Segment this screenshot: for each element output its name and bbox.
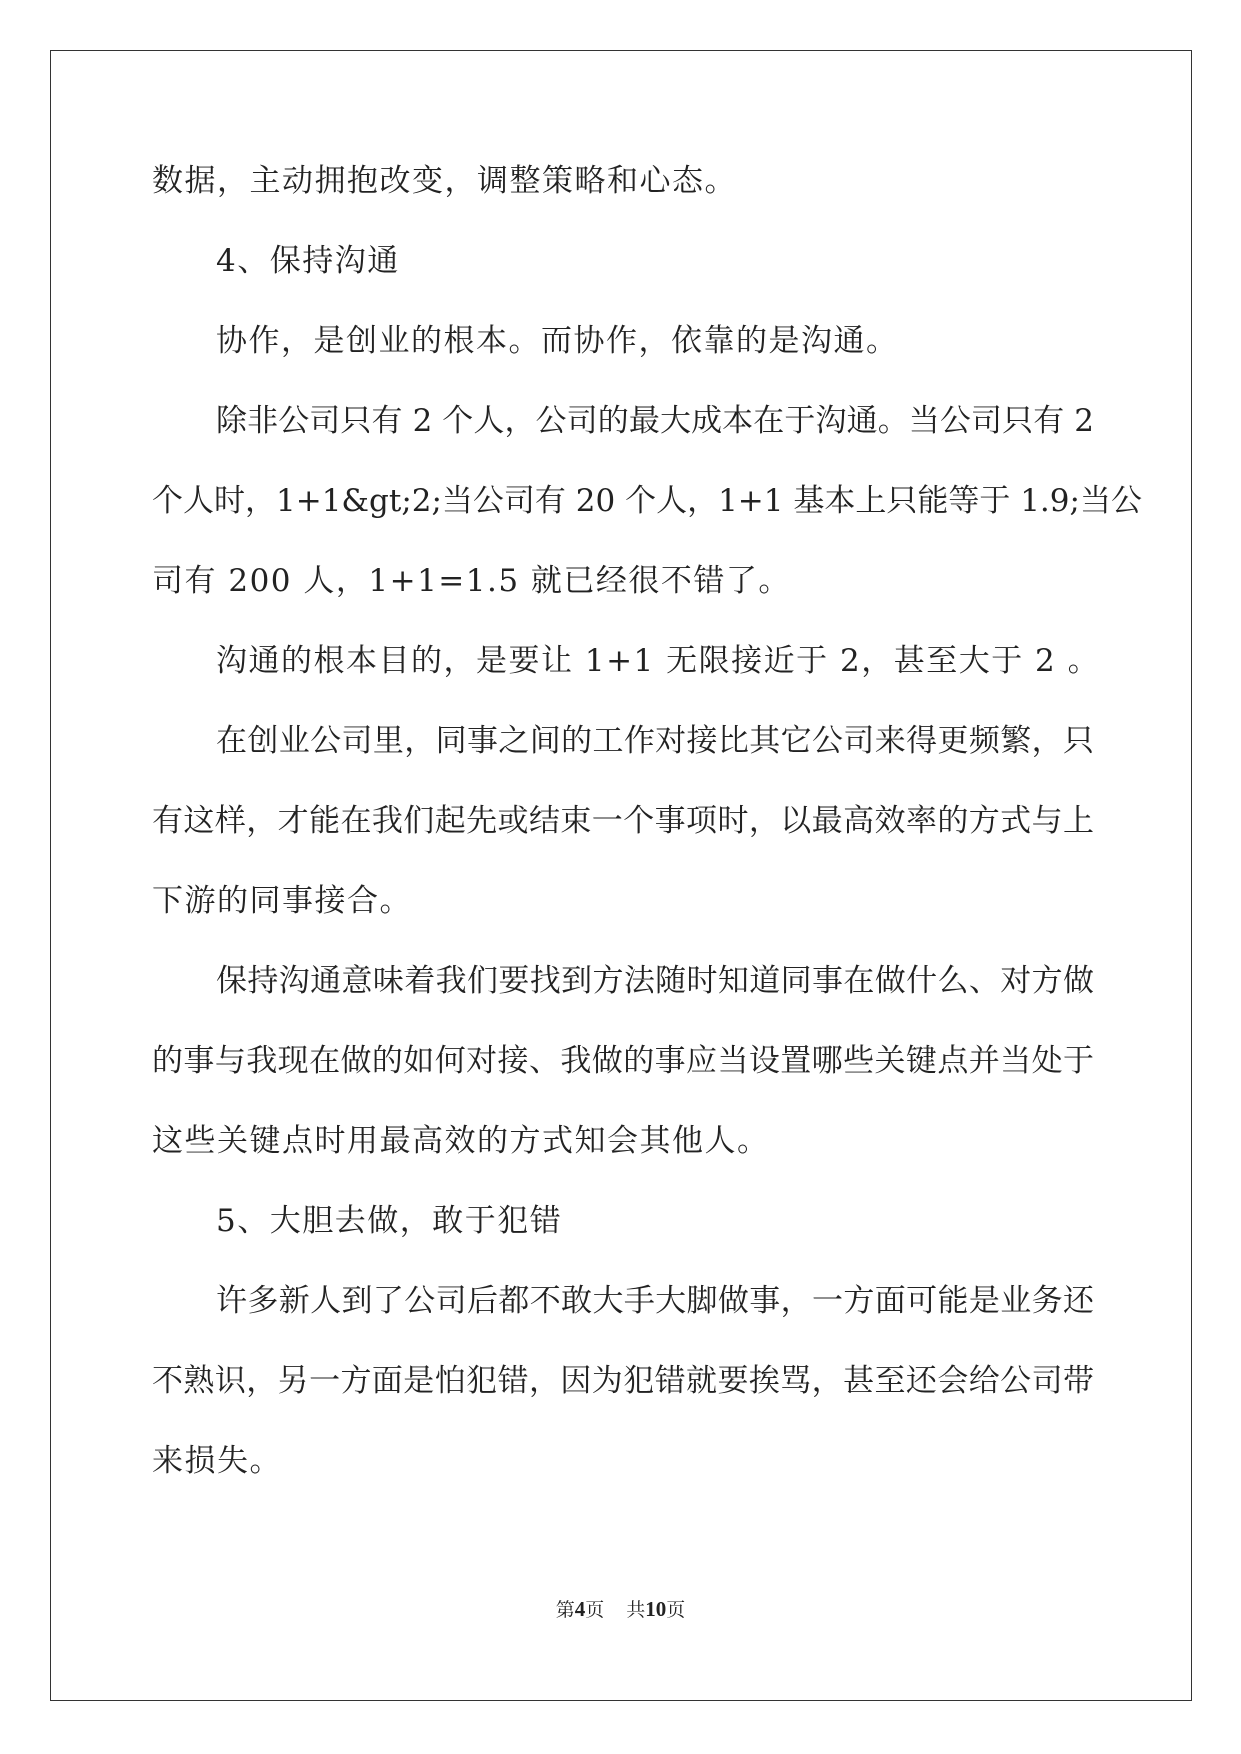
paragraph-line: 有这样，才能在我们起先或结束一个事项时，以最高效率的方式与上 — [152, 803, 1094, 839]
paragraph-line: 下游的同事接合。 — [152, 883, 412, 919]
paragraph-line: 不熟识，另一方面是怕犯错，因为犯错就要挨骂，甚至还会给公司带 — [152, 1363, 1094, 1399]
total-pages: 10 — [645, 1597, 667, 1621]
section-heading: 5、大胆去做，敢于犯错 — [216, 1203, 563, 1239]
page-suffix: 页 — [585, 1599, 605, 1621]
total-suffix: 页 — [666, 1599, 686, 1621]
paragraph-line: 司有 200 人，1+1=1.5 就已经很不错了。 — [152, 563, 791, 599]
document-body — [152, 162, 1142, 1480]
paragraph-line: 保持沟通意味着我们要找到方法随时知道同事在做什么、对方做 — [216, 963, 1094, 999]
page-prefix: 第 — [555, 1599, 575, 1621]
paragraph-line: 协作，是创业的根本。而协作，依靠的是沟通。 — [216, 323, 899, 359]
paragraph-line: 数据，主动拥抱改变，调整策略和心态。 — [152, 163, 737, 199]
paragraph-line: 来损失。 — [152, 1443, 282, 1479]
paragraph-line: 沟通的根本目的，是要让 1+1 无限接近于 2，甚至大于 2 。 — [216, 643, 1101, 679]
paragraph-line: 的事与我现在做的如何对接、我做的事应当设置哪些关键点并当处于 — [152, 1043, 1094, 1079]
section-heading: 4、保持沟通 — [216, 243, 400, 279]
paragraph-line: 这些关键点时用最高效的方式知会其他人。 — [152, 1123, 770, 1159]
paragraph-line: 在创业公司里，同事之间的工作对接比其它公司来得更频繁，只 — [216, 723, 1094, 759]
paragraph-line: 个人时，1+1&gt;2;当公司有 20 个人，1+1 基本上只能等于 1.9;当公 — [152, 483, 1142, 519]
page-number: 4 — [574, 1597, 586, 1621]
page-footer — [0, 1597, 1241, 1622]
total-prefix: 共 — [626, 1599, 646, 1621]
paragraph-line: 许多新人到了公司后都不敢大手大脚做事，一方面可能是业务还 — [216, 1283, 1094, 1319]
paragraph-line: 除非公司只有 2 个人，公司的最大成本在于沟通。当公司只有 2 — [216, 403, 1094, 439]
